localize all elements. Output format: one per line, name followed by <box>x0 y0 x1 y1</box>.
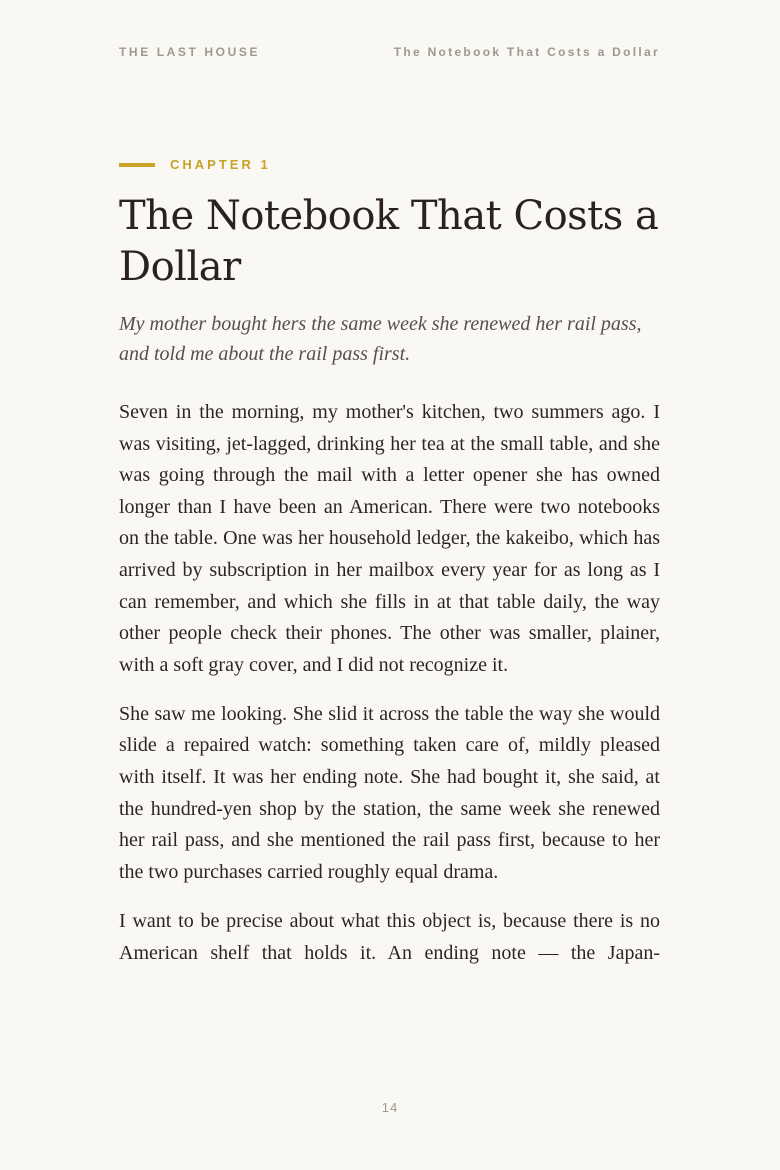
chapter-label <box>119 157 271 172</box>
chapter-epigraph: My mother bought hers the same week she renewed her rail pass, and told me about the rail pass first. <box>119 313 642 365</box>
chapter-title: The Notebook That Costs a Dollar <box>119 193 659 290</box>
body-paragraph: I want to be precise about what this object is, because there is no American shelf that holds it. An ending note — the Japan- <box>119 909 660 964</box>
chapter-accent-rule <box>119 163 155 167</box>
chapter-number: CHAPTER 1 <box>170 157 271 172</box>
page-number: 14 <box>381 1100 399 1115</box>
running-header-book-title: THE LAST HOUSE <box>119 45 261 59</box>
body-paragraph: Seven in the morning, my mother's kitchen, two summers ago. I was visiting, jet-lagged, drinking her tea at the small table, and she was going through the mail with a letter opener she has owned longer than I have been an American. There were two notebooks on the table. One was her household ledger, the kakeibo, which has arrived by subscription in her mailbox every year for as long as I can remember, and which she fills in at that table daily, the way other people check their phones. The other was smaller, plainer, with a soft gray cover, and I did not recognize it. <box>119 401 660 676</box>
running-header-chapter-title: The Notebook That Costs a Dollar <box>393 45 660 59</box>
chapter-body <box>119 397 660 987</box>
running-header <box>119 45 660 59</box>
body-paragraph: She saw me looking. She slid it across the table the way she would slide a repaired watch: something taken care of, mildly pleased with itself. It was her ending note. She had bought it, she said, at the hundred-yen shop by the station, the same week she renewed her rail pass, and she mentioned the rail pass first, because to her the two purchases carried roughly equal drama. <box>119 702 660 883</box>
